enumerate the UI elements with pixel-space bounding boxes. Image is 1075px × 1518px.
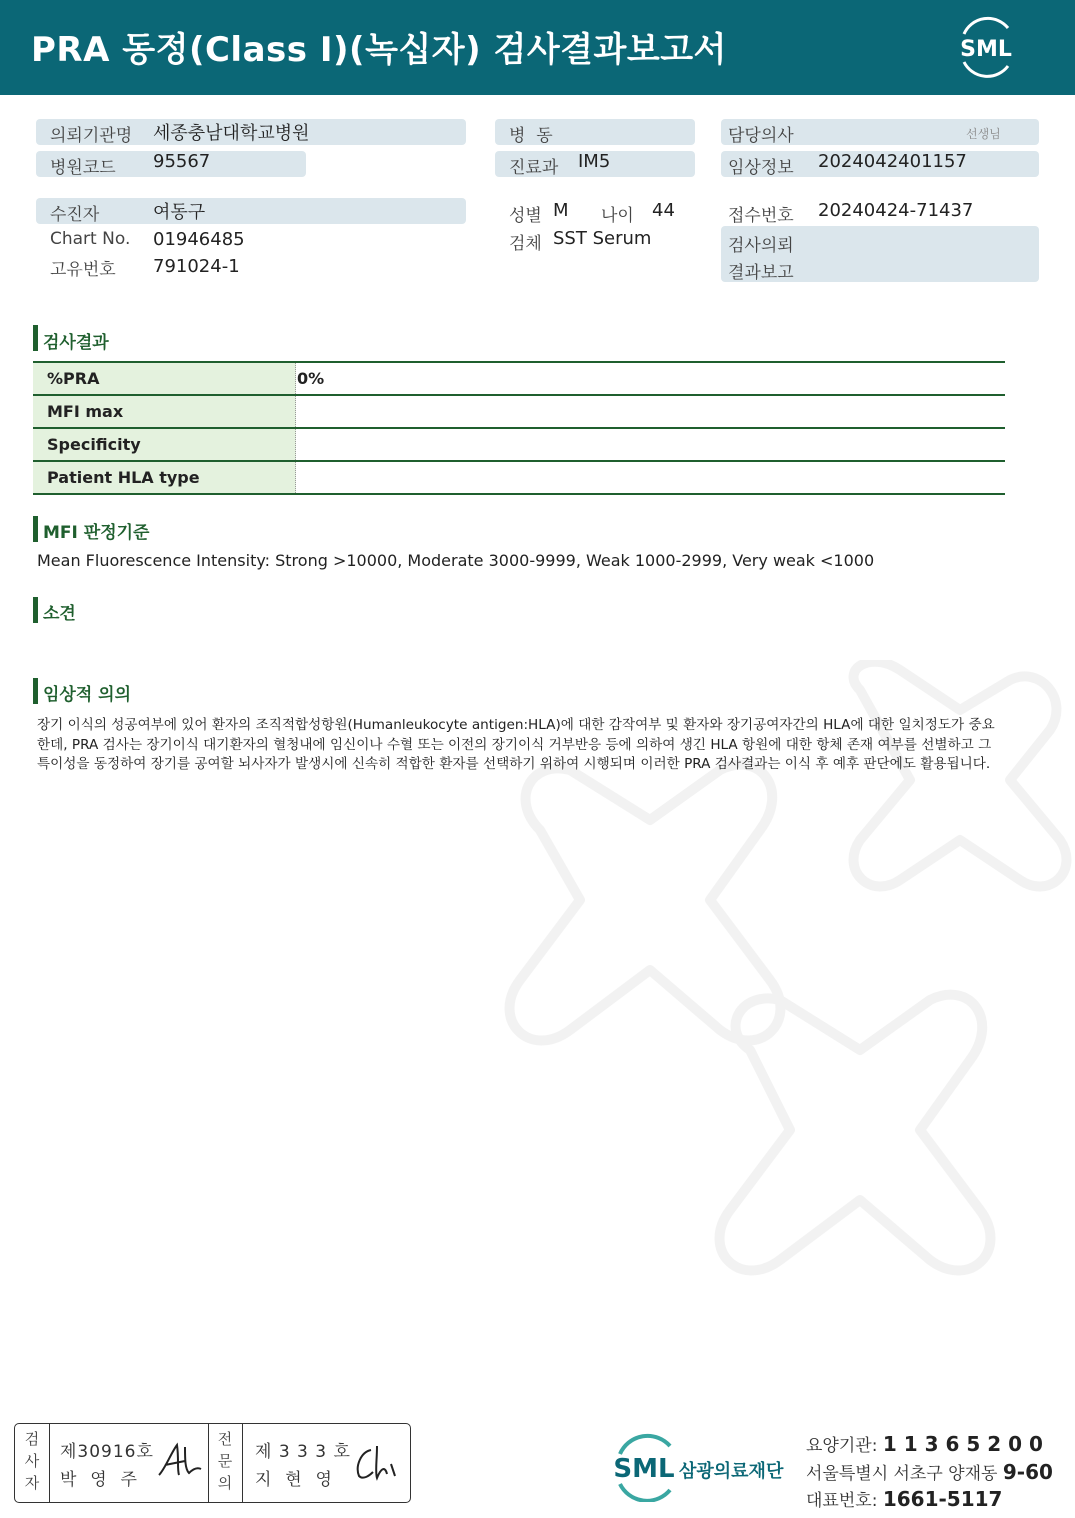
age-value: 44 — [652, 200, 675, 221]
ward-label: 병 동 — [509, 126, 553, 146]
hospital-code-label: 병원코드 — [50, 158, 116, 178]
age-label: 나이 — [601, 206, 634, 226]
mfi-section-bar — [33, 516, 38, 542]
footer-address-text: 서울특별시 서초구 양재동 — [806, 1464, 998, 1484]
sml-logo-icon — [950, 14, 1022, 80]
divider — [208, 1424, 209, 1502]
footer-code-label: 요양기관: — [806, 1436, 878, 1456]
chart-no-value: 01946485 — [153, 229, 245, 250]
examiner-signature-icon — [155, 1439, 205, 1483]
result-value: 0% — [297, 369, 325, 388]
unique-no-value: 791024-1 — [153, 256, 240, 277]
patient-label: 수진자 — [50, 205, 100, 225]
mfi-criteria-text: Mean Fluorescence Intensity: Strong >10000, Moderate 3000-9999, Weak 1000-2999, Very weak <1000 — [37, 551, 875, 570]
clinical-section-title: 임상적 의의 — [43, 685, 132, 705]
institution-value: 세종충남대학교병원 — [153, 123, 310, 144]
examiner-label: 검 사 자 — [24, 1430, 40, 1492]
institution-label: 의뢰기관명 — [50, 126, 133, 146]
department-label: 진료과 — [509, 158, 559, 178]
specimen-label: 검체 — [509, 234, 542, 254]
clinical-significance-text: 장기 이식의 성공여부에 있어 환자의 조직적합성항원(Humanleukocyte antigen:HLA)에 대한 감작여부 및 환자와 장기공여자간의 HLA에 대한 일치정도가 중요한데, PRA 검사는 장기이식 대기환자의 혈청내에 임신이나 수혈 또는 이전의 장기이식 거부반응 등에 의하여 생긴 HLA 항원에 대한 항체 존재 여부를 선별하고 그 특이성을 동정하여 장기를 공여할 뇌사자가 발생시에 신속히 적합한 환자를 선택하기 위하여 시행되며 이러한 PRA 검사결과는 이식 후 예후 판단에도 활용됩니다. — [37, 717, 995, 772]
clinical-info-label: 임상정보 — [728, 158, 794, 178]
sex-value: M — [553, 200, 569, 221]
mfi-section-title: MFI 판정기준 — [43, 523, 150, 543]
result-key: Specificity — [33, 429, 296, 460]
chart-no-label: Chart No. — [50, 229, 131, 249]
sml-footer-logo-icon — [606, 1432, 690, 1502]
receipt-label: 접수번호 — [728, 206, 794, 226]
sml-logo-text: SML — [960, 37, 1012, 62]
table-row — [33, 394, 1005, 427]
request-label: 검사의뢰 — [728, 236, 794, 256]
table-row — [33, 427, 1005, 460]
divider — [242, 1424, 243, 1502]
specimen-value: SST Serum — [553, 228, 652, 249]
footer-code-value: 1 1 3 6 5 2 0 0 — [882, 1432, 1043, 1456]
clinical-info-value: 2024042401157 — [818, 151, 967, 172]
receipt-value: 20240424-71437 — [818, 200, 974, 221]
divider — [49, 1424, 50, 1502]
result-key: MFI max — [33, 396, 296, 427]
results-table — [33, 361, 1005, 495]
hospital-code-value: 95567 — [153, 151, 211, 172]
department-value: IM5 — [578, 151, 611, 172]
sml-footer-logo-text: SML — [613, 1454, 675, 1484]
table-row — [33, 361, 1005, 394]
result-key: Patient HLA type — [33, 462, 296, 493]
specialist-license: 제 3 3 3 호 — [255, 1442, 351, 1462]
report-label: 결과보고 — [728, 263, 794, 283]
footer-org-name: 삼광의료재단 — [679, 1461, 784, 1482]
doctor-suffix: 선생님 — [966, 127, 1001, 141]
report-title: PRA 동정(Class I)(녹십자) 검사결과보고서 — [31, 30, 727, 70]
signature-box — [14, 1423, 411, 1503]
opinion-section-bar — [33, 597, 38, 623]
patient-value: 여동구 — [153, 202, 206, 223]
footer-code — [806, 1431, 1043, 1456]
examiner-name: 박 영 주 — [60, 1470, 138, 1490]
results-section-bar — [33, 325, 38, 351]
report-header — [0, 0, 1075, 95]
footer-address-num: 9-60 — [1002, 1460, 1053, 1484]
patient-pill — [36, 198, 466, 224]
footer-address — [806, 1459, 1053, 1484]
unique-no-label: 고유번호 — [50, 260, 116, 280]
specialist-name: 지 현 영 — [255, 1470, 333, 1490]
footer-phone-label: 대표번호: — [806, 1491, 878, 1511]
sex-label: 성별 — [509, 206, 542, 226]
table-row — [33, 460, 1005, 495]
opinion-section-title: 소견 — [43, 604, 76, 624]
examiner-license: 제30916호 — [60, 1442, 154, 1462]
doctor-label: 담당의사 — [728, 126, 794, 146]
clinical-section-bar — [33, 678, 38, 704]
specialist-signature-icon — [351, 1442, 401, 1484]
footer-phone-value: 1661-5117 — [882, 1487, 1003, 1511]
footer-phone — [806, 1486, 1002, 1511]
specialist-label: 전 문 의 — [217, 1430, 233, 1492]
result-key: %PRA — [33, 363, 296, 394]
results-section-title: 검사결과 — [43, 333, 109, 353]
